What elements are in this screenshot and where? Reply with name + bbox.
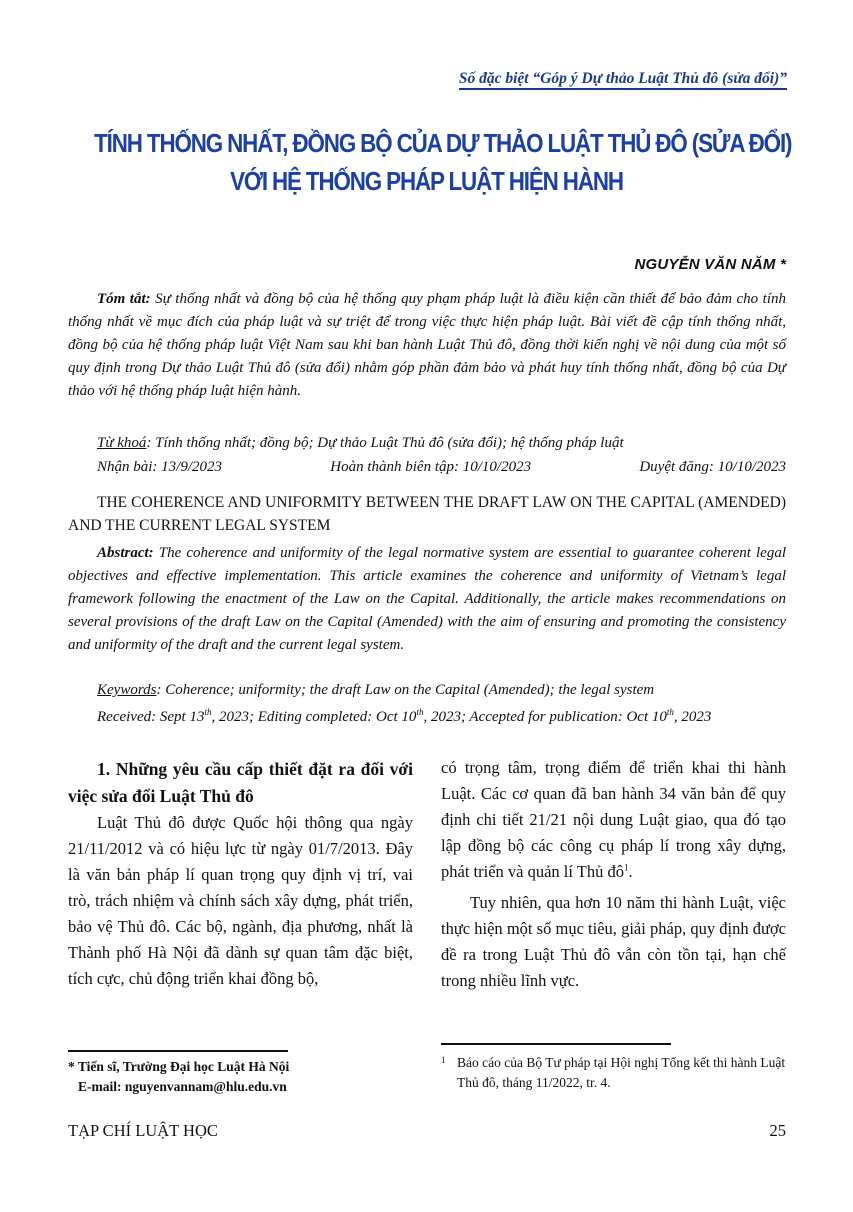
date-accepted: Duyệt đăng: 10/10/2023 xyxy=(639,459,786,475)
issue-tag-text: Số đặc biệt “Góp ý Dự thảo Luật Thủ đô (sửa đổi)” xyxy=(459,70,787,90)
date-received: Nhận bài: 13/9/2023 xyxy=(97,459,223,475)
date-en-edited: , 2023; Editing completed: Oct 10 xyxy=(211,709,417,725)
journal-name: TẠP CHÍ LUẬT HỌC xyxy=(68,1121,218,1140)
author-name: NGUYỄN VĂN NĂM * xyxy=(634,256,786,273)
author-footnote xyxy=(68,1057,289,1097)
body-paragraph: Luật Thủ đô được Quốc hội thông qua ngày 21/11/2012 và có hiệu lực từ ngày 01/7/2013. Đây là văn bản pháp lí quan trọng quy định vị trí, vai trò, trách nhiệm và chính sách xây dựng, phát triển, bảo vệ Thủ đô. Các bộ, ngành, địa phương, nhất là Thành phố Hà Nội đã dành sự quan tâm đặc biệt, tích cực, chủ động triển khai đồng bộ, xyxy=(68,813,413,988)
abstract-vi-label: Tóm tắt: xyxy=(97,291,151,307)
abstract-vi xyxy=(68,288,786,403)
footnote-ref[interactable]: 1 xyxy=(624,862,629,873)
english-title: THE COHERENCE AND UNIFORMITY BETWEEN THE DRAFT LAW ON THE CAPITAL (AMENDED) AND THE CURRENT LEGAL SYSTEM xyxy=(68,494,786,534)
keywords-vi-text: : Tính thống nhất; đồng bộ; Dự thảo Luật Thủ đô (sửa đổi); hệ thống pháp luật xyxy=(146,435,624,451)
keywords-en xyxy=(68,679,786,702)
ordinal-suffix: th xyxy=(204,707,212,717)
body-column-left xyxy=(68,756,413,992)
body-paragraph: Tuy nhiên, qua hơn 10 năm thi hành Luật, việc thực hiện một số mục tiêu, giải pháp, quy định được đề ra trong Luật Thủ đô vẫn còn tồn tại, hạn chế trong nhiều lĩnh vực. xyxy=(441,893,786,990)
footnote-divider xyxy=(441,1043,671,1045)
keywords-vi xyxy=(68,432,786,455)
keywords-en-label: Keywords xyxy=(97,682,157,698)
article-title xyxy=(94,124,792,200)
issue-tag xyxy=(0,70,787,88)
date-en-accepted: , 2023; Accepted for publication: Oct 10 xyxy=(423,709,667,725)
footnote-text: Báo cáo của Bộ Tư pháp tại Hội nghị Tổng kết thi hành Luật Thủ đô, tháng 11/2022, tr. 4. xyxy=(457,1055,786,1090)
abstract-en xyxy=(68,542,786,657)
footnote-divider xyxy=(68,1050,288,1052)
date-edited: Hoàn thành biên tập: 10/10/2023 xyxy=(330,459,532,475)
footnote-number: 1 xyxy=(441,1055,446,1065)
dates-en xyxy=(68,706,786,729)
date-en-tail: , 2023 xyxy=(673,709,712,725)
body-paragraph xyxy=(441,755,786,885)
dates-vi xyxy=(97,459,786,476)
footnote-1 xyxy=(441,1053,786,1093)
page-number: 25 xyxy=(769,1121,786,1140)
body-paragraph-end: . xyxy=(628,862,633,881)
body-column-right xyxy=(441,755,786,994)
section-heading: 1. Những yêu cầu cấp thiết đặt ra đối với việc sửa đổi Luật Thủ đô xyxy=(68,759,413,806)
abstract-en-label: Abstract: xyxy=(97,545,154,561)
body-paragraph-text: có trọng tâm, trọng điểm để triển khai thi hành Luật. Các cơ quan đã ban hành 34 văn bản để quy định chi tiết 21/21 nội dung Luật giao, qua đó tạo lập đồng bộ các công cụ pháp lí trong xây dựng, phát triển và quản lí Thủ đô xyxy=(441,758,786,881)
author-email[interactable]: E-mail: nguyenvannam@hlu.edu.vn xyxy=(78,1079,287,1094)
abstract-en-text: The coherence and uniformity of the legal normative system are essential to guarantee coherent legal objectives and effective implementation. This article examines the coherence and uniformity of Vietnam’s legal framework following the enactment of the Law on the Capital. Additionally, the article makes recommendations on several provisions of the draft Law on the Capital (Amended) with the aim of ensuring and promoting the consistency and uniformity of the draft and the current legal system. xyxy=(68,545,786,653)
title-line-1: TÍNH THỐNG NHẤT, ĐỒNG BỘ CỦA DỰ THẢO LUẬT THỦ ĐÔ (SỬA ĐỔI) xyxy=(94,128,792,158)
page-footer xyxy=(68,1121,786,1141)
title-line-2: VỚI HỆ THỐNG PHÁP LUẬT HIỆN HÀNH xyxy=(230,166,623,196)
abstract-vi-text: Sự thống nhất và đồng bộ của hệ thống quy phạm pháp luật là điều kiện cần thiết để bảo đảm cho tính thống nhất về mục đích của pháp luật và sự triệt để trong việc thực hiện pháp luật. Bài viết đề cập tính thống nhất, đồng bộ của hệ thống pháp luật Việt Nam sau khi ban hành Luật Thủ đô, đồng thời kiến nghị về nội dung của một số quy định trong Dự thảo Luật Thủ đô (sửa đổi) nhằm góp phần đảm bảo và phát huy tính thống nhất, đồng bộ của Dự thảo với hệ thống pháp luật hiện hành. xyxy=(68,291,786,399)
ordinal-suffix: th xyxy=(666,707,674,717)
ordinal-suffix: th xyxy=(416,707,424,717)
author-affiliation: * Tiến sĩ, Trường Đại học Luật Hà Nội xyxy=(68,1059,290,1074)
keywords-vi-label: Từ khoá xyxy=(97,435,147,451)
keywords-en-text: : Coherence; uniformity; the draft Law on the Capital (Amended); the legal system xyxy=(156,682,655,698)
date-en-received: Received: Sept 13 xyxy=(97,709,205,725)
